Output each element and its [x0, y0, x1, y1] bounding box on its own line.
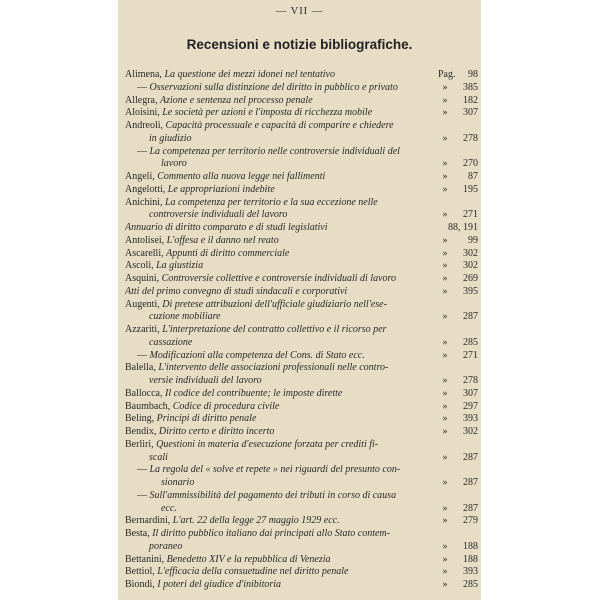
page-reference	[430, 401, 478, 414]
entry-author: Aloisini,	[125, 107, 163, 119]
entry-title: poraneo	[149, 540, 183, 552]
ditto-mark: »	[442, 566, 448, 578]
page-reference	[430, 515, 478, 528]
page-reference	[430, 337, 478, 350]
entry-title: La competenza per territorio nelle controversie individuali del	[149, 145, 400, 157]
entry-author: Ballocca,	[125, 387, 165, 399]
page-number: 285	[463, 336, 478, 348]
bibliography-entry	[125, 401, 478, 414]
entry-title: cuzione mobiliare	[149, 311, 221, 323]
page-reference	[430, 375, 478, 388]
entry-line	[125, 515, 478, 528]
entry-line	[125, 375, 478, 388]
ditto-mark: »	[442, 336, 448, 348]
ditto-mark: »	[442, 311, 448, 323]
ditto-mark: »	[442, 285, 448, 297]
entry-title: Principi di diritto penale	[156, 413, 257, 425]
bibliography-entry	[125, 464, 478, 490]
page-number: 287	[463, 502, 478, 514]
entry-title: Il codice del contribuente; le imposte dirette	[164, 387, 343, 399]
ditto-mark: »	[442, 451, 448, 463]
bibliography-entry	[125, 120, 478, 146]
page-reference	[430, 554, 478, 567]
entry-title: La questione dei mezzi idonei nel tentativo	[164, 69, 335, 80]
bibliography-entry	[125, 579, 478, 592]
entry-line	[125, 439, 478, 452]
ditto-mark: »	[442, 400, 448, 412]
entry-title: L'interpretazione del contratto collettivo e il ricorso per	[162, 324, 387, 335]
page-number: 302	[463, 260, 478, 272]
entry-title: Commento alla nuova legge nei fallimenti	[157, 171, 326, 182]
entry-line	[125, 235, 478, 248]
ditto-dash: —	[137, 81, 150, 93]
entry-line	[125, 350, 478, 363]
ditto-mark: »	[442, 94, 448, 106]
entry-line	[125, 554, 478, 567]
ditto-mark: »	[442, 515, 448, 527]
bibliography-entry	[125, 273, 478, 286]
bibliography-entry	[125, 413, 478, 426]
entry-title: Azione e sentenza nel processo penale	[160, 94, 313, 106]
entry-line	[125, 401, 478, 414]
entry-title: versie individuali del lavoro	[149, 375, 262, 386]
bibliography-entry	[125, 286, 478, 299]
page-reference	[430, 413, 478, 426]
bibliography-entry	[125, 107, 478, 120]
bibliography-list	[125, 69, 478, 592]
entry-title: La giustizia	[156, 260, 204, 272]
entry-line	[125, 171, 478, 184]
page-reference	[430, 171, 478, 184]
page-reference	[430, 209, 478, 222]
bibliography-entry	[125, 69, 478, 82]
page-reference	[430, 235, 478, 248]
ditto-mark: »	[442, 540, 448, 552]
page-number-header: — VII —	[275, 6, 324, 17]
entry-title: cassazione	[149, 336, 193, 348]
bibliography-entry	[125, 362, 478, 388]
ditto-mark: »	[442, 132, 448, 144]
entry-line	[125, 184, 478, 197]
entry-author: Asquini,	[125, 273, 162, 284]
bibliography-entry	[125, 184, 478, 197]
bibliography-entry	[125, 528, 478, 554]
ditto-dash: —	[137, 145, 150, 157]
entry-line	[125, 260, 478, 273]
entry-author: Biondi,	[125, 579, 158, 590]
entry-title: Diritto certo e diritto incerto	[158, 426, 275, 437]
page-reference	[430, 158, 478, 171]
page-reference	[430, 82, 478, 95]
page-reference	[430, 388, 478, 401]
ditto-mark: »	[442, 183, 448, 195]
entry-title: La regola del « solve et repete » nei riguardi del presunto con-	[149, 464, 401, 476]
entry-author: Andreoli,	[125, 120, 166, 131]
entry-line	[125, 490, 478, 503]
page-number: 188	[463, 540, 478, 552]
page-reference	[430, 286, 478, 299]
ditto-mark: »	[442, 553, 448, 565]
entry-author: Bettanini,	[125, 553, 167, 565]
page-number: 393	[463, 413, 478, 425]
page-number: 99	[468, 234, 478, 246]
page-number: 87	[468, 171, 478, 182]
page-number: 285	[463, 579, 478, 590]
entry-author: Besta,	[125, 528, 153, 539]
entry-line	[125, 541, 478, 554]
entry-line	[125, 477, 478, 490]
ditto-dash: —	[137, 349, 150, 361]
ditto-mark: »	[442, 426, 448, 437]
page-number: 395	[463, 285, 478, 297]
entry-line	[125, 197, 478, 210]
ditto-mark: »	[442, 247, 448, 259]
entry-title: Sull'ammissibilità del pagamento dei tributi in corso di causa	[149, 489, 397, 501]
entry-author: Angelotti,	[125, 183, 168, 195]
entry-line	[125, 120, 478, 133]
entry-line	[125, 158, 478, 171]
page-number: 278	[463, 132, 478, 144]
entry-line	[125, 209, 478, 222]
page-reference	[430, 260, 478, 273]
page-label: Pag.	[438, 69, 456, 80]
entry-title: Atti del primo convegno di studi sindacali e corporativi	[125, 285, 348, 297]
entry-line	[125, 69, 478, 82]
page-number: 271	[463, 349, 478, 361]
entry-author: Alimena,	[125, 69, 165, 80]
entry-line	[125, 566, 478, 579]
entry-author: Bendix,	[125, 426, 159, 437]
page-reference	[430, 248, 478, 261]
page-number: 287	[463, 477, 478, 488]
entry-title: Annuario di diritto comparato e di studi legislativi	[125, 222, 328, 233]
section-title: Recensioni e notizie bibliografiche.	[186, 37, 413, 52]
entry-author: Baumbach,	[125, 400, 173, 412]
bibliography-entry	[125, 566, 478, 579]
entry-author: Anichini,	[125, 196, 165, 208]
entry-title: Benedetto XIV e la repubblica di Venezia	[166, 553, 331, 565]
page-reference	[430, 95, 478, 108]
bibliography-entry	[125, 222, 478, 235]
page-number: 302	[463, 426, 478, 437]
bibliography-entry	[125, 515, 478, 528]
entry-title: L'efficacia della consuetudine nel diritto penale	[157, 566, 349, 578]
page-number: 302	[463, 247, 478, 259]
entry-line	[125, 311, 478, 324]
ditto-mark: »	[442, 158, 448, 170]
entry-title: Le appropriazioni indebite	[167, 183, 275, 195]
entry-title: Osservazioni sulla distinzione del diritto in pubblico e privato	[149, 81, 398, 93]
page-reference	[430, 426, 478, 439]
page-number: 307	[463, 387, 478, 399]
page-number: 279	[463, 515, 478, 527]
page-number: 98	[468, 69, 478, 80]
entry-title: L'art. 22 della legge 27 maggio 1929 ecc.	[172, 515, 340, 527]
entry-author: Balella,	[125, 362, 159, 374]
bibliography-entry	[125, 197, 478, 223]
entry-title: sionario	[161, 477, 195, 488]
page-reference	[430, 311, 478, 324]
ditto-mark: »	[442, 477, 448, 488]
page-number: 188	[463, 553, 478, 565]
ditto-dash: —	[137, 464, 150, 476]
bibliography-entry	[125, 95, 478, 108]
entry-line	[125, 426, 478, 439]
entry-author: Angeli,	[125, 171, 158, 182]
entry-line	[125, 452, 478, 465]
page-reference	[430, 477, 478, 490]
page-number: 393	[463, 566, 478, 578]
entry-title: L'intervento delle associazioni professionali nelle contro-	[158, 362, 389, 374]
page-reference	[430, 541, 478, 554]
entry-line	[125, 133, 478, 146]
page-number: 270	[463, 158, 478, 170]
entry-line	[125, 286, 478, 299]
entry-title: La competenza per territorio e la sua eccezione nelle	[165, 196, 378, 208]
page-number: 195	[463, 183, 478, 195]
ditto-mark: »	[442, 171, 448, 182]
entry-author: Allegra,	[125, 94, 160, 106]
entry-line	[125, 324, 478, 337]
ditto-mark: »	[442, 349, 448, 361]
bibliography-entry	[125, 490, 478, 516]
entry-line	[125, 528, 478, 541]
page-reference	[430, 350, 478, 363]
page-number: 271	[463, 209, 478, 221]
page-reference	[430, 452, 478, 465]
page-number: 278	[463, 375, 478, 386]
bibliography-entry	[125, 426, 478, 439]
bibliography-entry	[125, 82, 478, 95]
bibliography-entry	[125, 388, 478, 401]
ditto-mark: »	[442, 375, 448, 386]
entry-title: Capacità processuale e capacità di comparire e chiedere	[165, 120, 394, 131]
page-reference	[430, 273, 478, 286]
entry-author: Beling,	[125, 413, 157, 425]
page-reference	[430, 184, 478, 197]
bibliography-entry	[125, 554, 478, 567]
entry-title: ecc.	[161, 502, 177, 514]
entry-line	[125, 337, 478, 350]
bibliography-entry	[125, 235, 478, 248]
ditto-mark: »	[442, 579, 448, 590]
entry-line	[125, 362, 478, 375]
entry-title: Appunti di diritto commerciale	[166, 247, 290, 259]
ditto-mark: »	[442, 413, 448, 425]
entry-line	[125, 95, 478, 108]
entry-author: Bernardini,	[125, 515, 173, 527]
ditto-mark: »	[442, 107, 448, 119]
entry-line	[125, 464, 478, 477]
entry-title: Il diritto pubblico italiano dai principati allo Stato contem-	[152, 528, 390, 539]
bibliography-entry	[125, 299, 478, 325]
ditto-mark: »	[442, 502, 448, 514]
page-number: 287	[463, 451, 478, 463]
bibliography-entry	[125, 439, 478, 465]
ditto-mark: »	[442, 209, 448, 221]
entry-line	[125, 146, 478, 159]
page-reference	[438, 69, 478, 82]
entry-title: lavoro	[161, 158, 187, 170]
entry-author: Bettiol,	[125, 566, 158, 578]
entry-line	[125, 107, 478, 120]
book-page	[118, 0, 481, 600]
entry-title: Le società per azioni e l'imposta di ricchezza mobile	[162, 107, 373, 119]
page-number: 88, 191	[448, 222, 478, 233]
ditto-mark: »	[442, 387, 448, 399]
bibliography-entry	[125, 350, 478, 363]
ditto-mark: »	[442, 234, 448, 246]
entry-author: Ascarelli,	[125, 247, 167, 259]
entry-line	[125, 273, 478, 286]
entry-line	[125, 299, 478, 312]
entry-line	[125, 82, 478, 95]
entry-title: scali	[149, 451, 168, 463]
page-number: 297	[463, 400, 478, 412]
bibliography-entry	[125, 248, 478, 261]
page-reference	[430, 133, 478, 146]
entry-title: Controversie collettive e controversie individuali di lavoro	[161, 273, 397, 284]
entry-line	[125, 503, 478, 516]
page-number: 307	[463, 107, 478, 119]
entry-author: Augenti,	[125, 298, 163, 310]
entry-author: Berliri,	[125, 438, 157, 450]
entry-line	[125, 388, 478, 401]
page-number: 182	[463, 94, 478, 106]
entry-title: Di pretese attribuzioni dell'ufficiale giudiziario nell'ese-	[162, 298, 387, 310]
entry-title: controversie individuali del lavoro	[149, 209, 288, 221]
page-reference	[418, 222, 478, 235]
ditto-mark: »	[442, 273, 448, 284]
entry-line	[125, 248, 478, 261]
bibliography-entry	[125, 260, 478, 273]
bibliography-entry	[125, 324, 478, 350]
page-reference	[430, 107, 478, 120]
ditto-mark: »	[442, 260, 448, 272]
bibliography-entry	[125, 171, 478, 184]
page-reference	[430, 503, 478, 516]
entry-title: I poteri del giudice d'inibitoria	[157, 579, 282, 590]
entry-title: Codice di procedura civile	[172, 400, 280, 412]
entry-title: L'offesa e il danno nel reato	[166, 234, 279, 246]
ditto-mark: »	[442, 81, 448, 93]
entry-line	[125, 413, 478, 426]
entry-author: Azzariti,	[125, 324, 163, 335]
bibliography-entry	[125, 146, 478, 172]
page-number: 269	[463, 273, 478, 284]
page-number: 385	[463, 81, 478, 93]
entry-title: in giudizio	[149, 132, 192, 144]
page-reference	[430, 579, 478, 592]
entry-author: Antolisei,	[125, 234, 167, 246]
entry-title: Questioni in materia d'esecuzione forzata per crediti fi-	[156, 438, 379, 450]
ditto-dash: —	[137, 489, 150, 501]
entry-line	[125, 579, 478, 592]
entry-title: Modificazioni alla competenza del Cons. di Stato ecc.	[149, 349, 365, 361]
entry-author: Ascoli,	[125, 260, 157, 272]
page-reference	[430, 566, 478, 579]
page-number: 287	[463, 311, 478, 323]
